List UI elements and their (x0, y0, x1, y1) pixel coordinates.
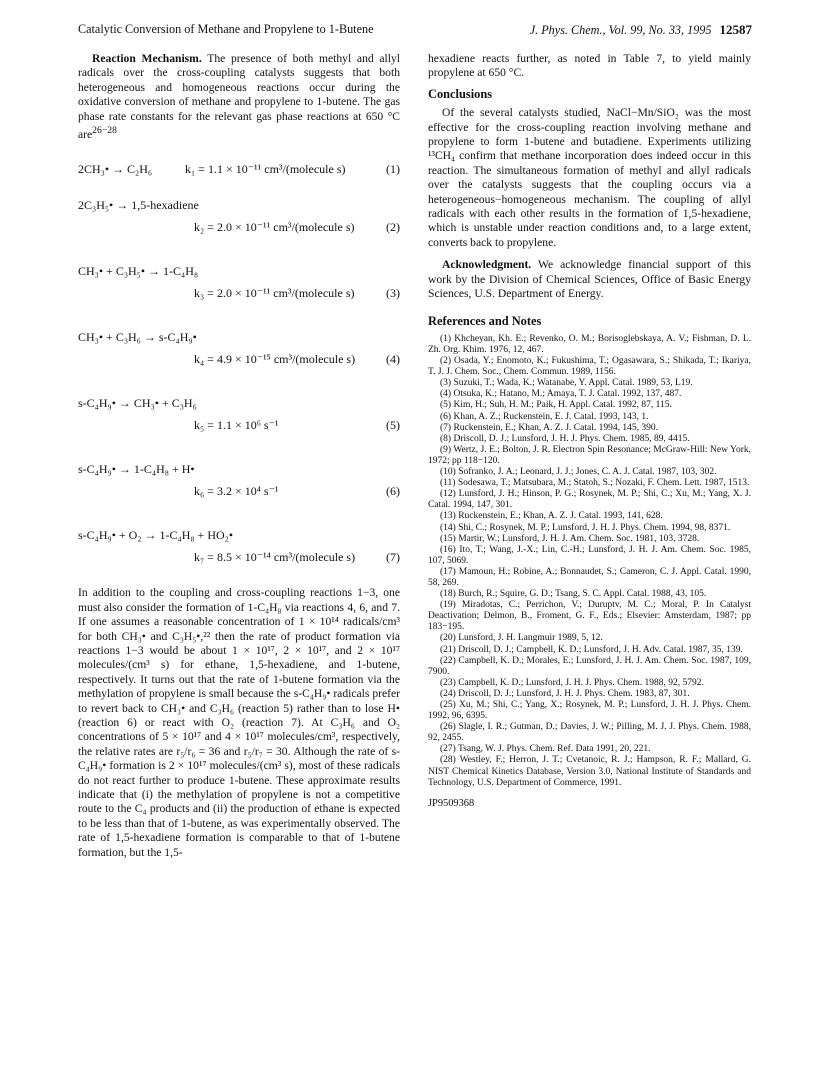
reference-item: (14) Shi, C.; Rosynek, M. P.; Lunsford, J. H. J. Phys. Chem. 1994, 98, 8371. (440, 522, 731, 533)
conclusions-paragraph: Of the several catalysts studied, NaCl−Mn/SiO₂ was the most effective for the cross-coupling reaction involving methane and propylene to form 1-butene and butadiene. Experiments utilizing ¹³CH₄ confirm that methane incorporation does indeed occur in this reaction. The simultaneous formation of methyl and allyl radicals over the catalysts suggests that the coupling occurs via a heterogeneous−homogeneous mechanism. The coupling of allyl radicals with each other results in the formation of 1,5-hexadiene, which is unstable under reaction conditions and, to a large extent, converts back to propylene. (428, 106, 751, 249)
equation-3-rate (78, 286, 400, 300)
reference-item: (21) Driscoll, D. J.; Campbell, K. D.; Lunsford, J. H. Adv. Catal. 1987, 35, 139. (440, 644, 743, 655)
reference-item: (8) Driscoll, D. J.; Lunsford, J. H. J. Phys. Chem. 1985, 89, 4415. (440, 433, 690, 444)
reference-item: (19) Miradotas, C.; Perrichon, V.; Duruptv, M. C.; Moral, P. In Catalyst Deactivation; Delmon, B., Froment, G. F., Eds.; Elsevier: Amsterdam, 1987; pp 183−195. (428, 600, 751, 633)
references-heading: References and Notes (428, 313, 542, 328)
acknowledgment-text: We acknowledge financial support of this work by the Division of Chemical Sciences, Office of Basic Energy Sciences, U.S. Department of Energy. (428, 258, 751, 301)
equation-1 (78, 162, 400, 176)
reference-item: (1) Khcheyan, Kh. E.; Revenko, O. M.; Borisoglebskaya, A. V.; Fishman, D. L. Zh. Org. Khim. 1976, 12, 467. (428, 333, 751, 355)
left-column (78, 52, 400, 860)
reference-item: (13) Ruckenstein, E.; Khan, A. Z. J. Catal. 1993, 141, 628. (440, 511, 663, 522)
reference-item: (22) Campbell, K. D.; Morales, E.; Lunsford, J. H. J. Am. Chem. Soc. 1987, 109, 7900. (428, 655, 751, 677)
reference-item: (28) Westley, F.; Herron, J. T.; Cvetanoic, R. J.; Hampson, R. F.; Mallard, G. NIST Chemical Kinetics Database, Version 3.0, National Institute of Standards and Technology, U.S. Department of Commerce, 1991. (428, 755, 751, 788)
reaction-5: s-C₄H₉• → CH₃• + C₃H₆ (78, 396, 197, 411)
reaction-2: 2C₃H₅• → 1,5-hexadiene (78, 198, 199, 213)
reference-item: (7) Ruckenstein, E.; Khan, A. Z. J. Catal. 1994, 145, 390. (440, 422, 658, 433)
reference-item: (2) Osada, Y.; Enomoto, K.; Fukushima, T.; Ogasawara, S.; Shikada, T.; Ikariya, T. J. J. Chem. Soc., Chem. Commun. 1989, 1156. (428, 356, 751, 378)
reference-item: (23) Campbell, K. D.; Lunsford, J. H. J. Phys. Chem. 1988, 92, 5792. (440, 677, 704, 688)
rate-constant-2: k₂ = 2.0 × 10⁻¹¹ cm³/(molecule s) (194, 220, 355, 235)
reference-item: (24) Driscoll, D. J.; Lunsford, J. H. J. Phys. Chem. 1983, 87, 301. (440, 688, 690, 699)
reference-item: (25) Xu, M.; Shi, C.; Yang, X.; Rosynek, M. P.; Lunsford, J. H. J. Phys. Chem. 1992, 96, 6395. (428, 700, 751, 722)
equation-number-4: (4) (386, 352, 400, 367)
reference-item: (20) Lunsford, J. H. Langmuir 1989, 5, 12. (440, 633, 603, 644)
running-title: Catalytic Conversion of Methane and Propylene to 1-Butene (78, 22, 374, 36)
equation-number-7: (7) (386, 550, 400, 565)
reference-item: (5) Kim, H.; Suh, H. M.; Paik, H. Appl. Catal. 1992, 87, 115. (440, 400, 672, 411)
reference-item: (16) Ito, T.; Wang, J.-X.; Lin, C.-H.; Lunsford, J. H. J. Am. Chem. Soc. 1985, 107, 5069. (428, 544, 751, 566)
reference-item: (10) Sofranko, J. A.; Leonard, J. J.; Jones, C. A. J. Catal. 1987, 103, 302. (440, 467, 717, 478)
mechanism-paragraph (78, 52, 400, 142)
reaction-6: s-C₄H₉• → 1-C₄H₈ + H• (78, 462, 195, 477)
equation-6-reaction (78, 462, 400, 476)
reaction-7: s-C₄H₉• + O₂ → 1-C₄H₈ + HO₂• (78, 528, 234, 543)
equation-2-rate (78, 220, 400, 234)
reaction-3: CH₃• + C₃H₅• → 1-C₄H₈ (78, 264, 199, 279)
reference-item: (6) Khan, A. Z.; Ruckenstein, E. J. Catal. 1993, 143, 1. (440, 411, 649, 422)
rate-constant-6: k₆ = 3.2 × 10⁴ s⁻¹ (194, 484, 279, 499)
reference-item: (18) Burch, R.; Squire, G. D.; Tsang, S. C. Appl. Catal. 1988, 43, 105. (440, 589, 707, 600)
equation-3-reaction (78, 264, 400, 278)
mechanism-refs: 26−28 (92, 125, 117, 137)
journal-info: J. Phys. Chem., Vol. 99, No. 33, 1995 (529, 23, 712, 37)
rate-constant-5: k₅ = 1.1 × 10⁶ s⁻¹ (194, 418, 279, 433)
discussion-paragraph: In addition to the coupling and cross-coupling reactions 1−3, one must also consider the formation of 1-C₄H₈ via reactions 4, 6, and 7. If one assumes a reasonable concentration of 1 × 10¹⁴ radicals/cm³ for both CH₃• and C₃H₅•,²² then the rate of product formation via reactions 1−3 would be about 1 × 10¹⁷, 2 × 10¹⁷, and 2 × 10¹⁷ molecules/(cm³ s) for ethane, 1,5-hexadiene, and 1-butene, respectively. It turns out that the rate of 1-butene formation via the methylation of propylene is small because the s-C₄H₉• radicals prefer to revert back to CH₃• and C₃H₆ (reaction 5) rather than to lose H• (reaction 6) or react with O₂ (reaction 7). At C₃H₆ and O₂ concentrations of 5 × 10¹⁷ and 4 × 10¹⁷ molecules/cm³, respectively, the relative rates are r₅/r₆ = 36 and r₅/r₇ = 30. Although the rate of s-C₄H₉• formation is 2 × 10¹⁷ molecules/(cm³ s), most of these radicals do not react further to produce 1-butene. These approximate results indicate that (i) the methylation of propylene is not a competitive route to the C₄ products and (ii) the production of ethane is expected to be less than that of 1-butene, as was experimentally observed. The rate of 1,5-hexadiene formation is comparable to that of 1-butene formation, but the 1,5- (78, 586, 400, 859)
equation-number-5: (5) (386, 418, 400, 433)
acknowledgment-paragraph (428, 258, 751, 301)
equation-2-reaction (78, 198, 400, 212)
mechanism-text: The presence of both methyl and allyl radicals over the cross-coupling catalysts suggests that both heterogeneous and homogeneous reactions occur during the oxidative conversion of methane and propylene to 1-butene. The gas phase rate constants for the relevant gas phase reactions at 650 °C are (78, 52, 400, 141)
right-column (428, 52, 751, 811)
mechanism-heading: Reaction Mechanism. (92, 52, 202, 65)
reaction-4: CH₃• + C₃H₆ → s-C₄H₉• (78, 330, 197, 345)
page-number: 12587 (719, 22, 752, 37)
equation-5-rate (78, 418, 400, 432)
equation-4-reaction (78, 330, 400, 344)
reference-item: (26) Slagle, I. R.; Gutman, D.; Davies, J. W.; Pilling, M. J. J. Phys. Chem. 1988, 92, 2455. (428, 722, 751, 744)
equation-7-reaction (78, 528, 400, 542)
manuscript-code: JP9509368 (428, 797, 475, 809)
conclusions-heading: Conclusions (428, 86, 493, 101)
reference-item: (15) Martir, W.; Lunsford, J. H. J. Am. Chem. Soc. 1981, 103, 3728. (440, 533, 700, 544)
equation-7-rate (78, 550, 400, 564)
equation-number-6: (6) (386, 484, 400, 499)
equation-number-1: (1) (386, 162, 400, 177)
rate-constant-3: k₃ = 2.0 × 10⁻¹¹ cm³/(molecule s) (194, 286, 355, 301)
references-list (428, 334, 751, 789)
reference-item: (9) Wertz, J. E.; Bolton, J. R. Electron Spin Resonance; McGraw-Hill: New York, 1972; pp 118−120. (428, 444, 751, 466)
reference-item: (4) Otsuka, K.; Hatano, M.; Amaya, T. J. Catal. 1992, 137, 487. (440, 389, 682, 400)
reference-item: (12) Lunsford, J. H.; Hinson, P. G.; Rosynek, M. P.; Shi, C.; Xu, M.; Yang, X. J. Catal. 1994, 147, 301. (428, 489, 751, 511)
reference-item: (3) Suzuki, T.; Wada, K.; Watanabe, Y. Appl. Catal. 1989, 53, L19. (440, 378, 693, 389)
acknowledgment-heading: Acknowledgment. (442, 258, 532, 272)
rate-constant-1: k₁ = 1.1 × 10⁻¹¹ cm³/(molecule s) (185, 162, 346, 177)
reference-item: (27) Tsang, W. J. Phys. Chem. Ref. Data 1991, 20, 221. (440, 744, 651, 755)
continued-paragraph: hexadiene reacts further, as noted in Table 7, to yield mainly propylene at 650 °C. (428, 52, 751, 80)
reaction-1: 2CH₃• → C₂H₆ (78, 162, 153, 177)
equation-5-reaction (78, 396, 400, 410)
reference-item: (11) Sodesawa, T.; Matsubara, M.; Statoh, S.; Nozaki, F. Chem. Lett. 1987, 1513. (440, 478, 750, 489)
running-header (78, 22, 752, 40)
rate-constant-7: k₇ = 8.5 × 10⁻¹⁴ cm³/(molecule s) (194, 550, 356, 565)
reference-item: (17) Mamoun, H.; Robine, A.; Bonnaudet, S.; Cameron, C. J. Appl. Catal. 1990, 58, 269. (428, 566, 751, 588)
equation-number-3: (3) (386, 286, 400, 301)
journal-citation (530, 22, 752, 38)
rate-constant-4: k₄ = 4.9 × 10⁻¹⁵ cm³/(molecule s) (194, 352, 356, 367)
equation-number-2: (2) (386, 220, 400, 235)
equation-6-rate (78, 484, 400, 498)
equation-4-rate (78, 352, 400, 366)
